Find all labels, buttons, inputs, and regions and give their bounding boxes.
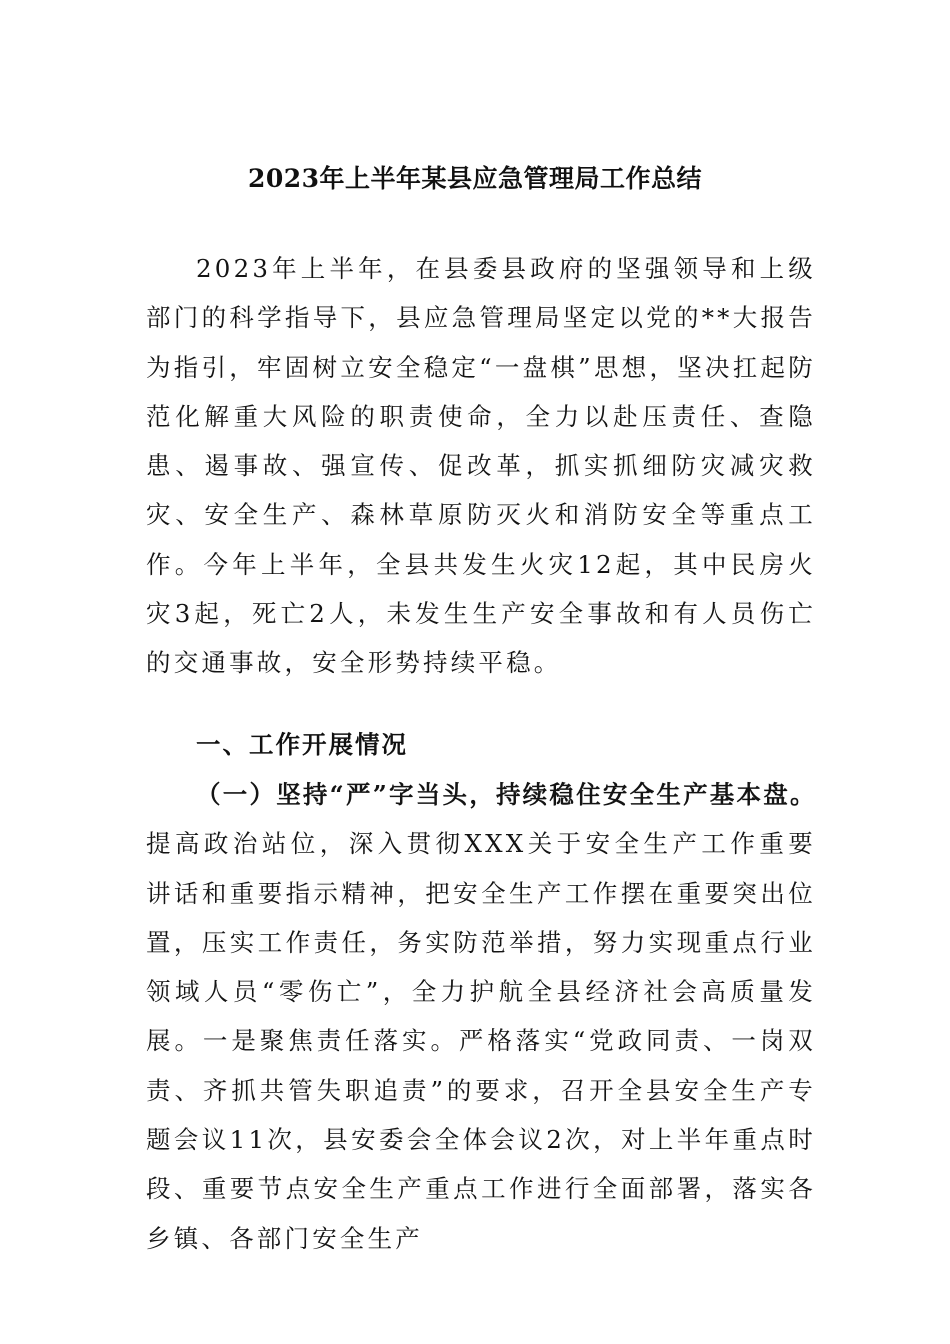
subsection-paragraph [146,770,816,1263]
document-title: 2023年上半年某县应急管理局工作总结 [247,164,703,193]
section-heading: 一、工作开展情况 [196,730,408,759]
subsection-body: 提高政治站位，深入贯彻XXX关于安全生产工作重要讲话和重要指示精神，把安全生产工作摆在重要突出位置，压实工作责任，务实防范举措，努力实现重点行业领域人员“零伤亡”，全力护航全县经济社会高质量发展。一是聚焦责任落实。严格落实“党政同责、一岗双责、齐抓共管失职追责”的要求，召开全县安全生产专题会议11次，县安委会全体会议2次，对上半年重点时段、重要节点安全生产重点工作进行全面部署，落实各乡镇、各部门安全生产 [146,829,816,1253]
intro-paragraph: 2023年上半年，在县委县政府的坚强领导和上级部门的科学指导下，县应急管理局坚定以党的**大报告为指引，牢固树立安全稳定“一盘棋”思想，坚决扛起防范化解重大风险的职责使命，全力以赴压责任、查隐患、遏事故、强宣传、促改革，抓实抓细防灾减灾救灾、安全生产、森林草原防灭火和消防安全等重点工作。今年上半年，全县共发生火灾12起，其中民房火灾3起，死亡2人，未发生生产安全事故和有人员伤亡的交通事故，安全形势持续平稳。 [146,254,816,678]
subsection-heading: （一）坚持“严”字当头，持续稳住安全生产基本盘。 [196,780,816,809]
